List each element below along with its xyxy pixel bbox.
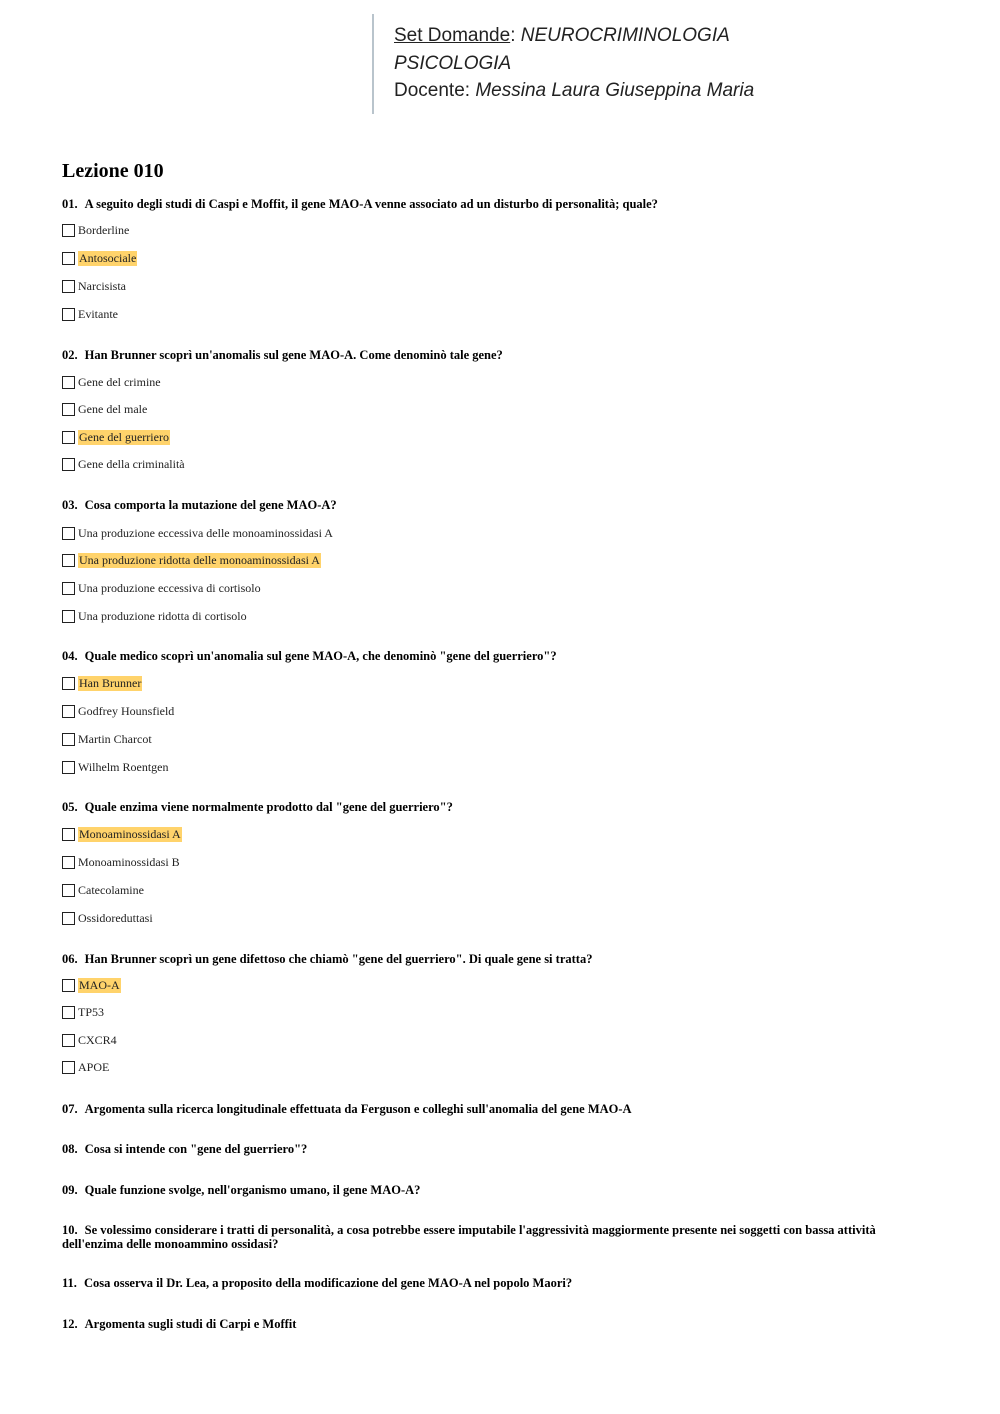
- question-number: 10.: [62, 1223, 78, 1237]
- question-number: 04.: [62, 649, 78, 663]
- checkbox[interactable]: [62, 431, 75, 444]
- checkbox[interactable]: [62, 1006, 75, 1019]
- question-number: 07.: [62, 1102, 78, 1116]
- option-label-highlighted: MAO-A: [79, 977, 120, 992]
- option-row[interactable]: [62, 1059, 109, 1075]
- option-row[interactable]: [62, 456, 185, 472]
- option-row[interactable]: [62, 374, 161, 390]
- checkbox[interactable]: [62, 610, 75, 623]
- option-label: Godfrey Hounsfield: [78, 703, 175, 718]
- checkbox[interactable]: [62, 308, 75, 321]
- option-label: APOE: [78, 1059, 110, 1074]
- option-label: Gene del crimine: [78, 374, 161, 389]
- question-text: Cosa comporta la mutazione del gene MAO-A?: [84, 498, 337, 512]
- question-text: Quale medico scoprì un'anomalia sul gene MAO-A, che denominò "gene del guerriero"?: [84, 649, 557, 663]
- question-text: Han Brunner scoprì un gene difettoso che chiamò "gene del guerriero". Di quale gene si tratta?: [84, 952, 593, 966]
- question-number: 11.: [62, 1276, 77, 1290]
- option-label: TP53: [78, 1004, 105, 1019]
- option-row[interactable]: [62, 977, 121, 993]
- question-text: Cosa si intende con "gene del guerriero"?: [84, 1142, 308, 1156]
- question-number: 08.: [62, 1142, 78, 1156]
- option-row[interactable]: [62, 1032, 117, 1048]
- option-row[interactable]: [62, 525, 333, 541]
- open-question: [62, 1276, 942, 1290]
- question-number: 02.: [62, 348, 78, 362]
- option-row[interactable]: [62, 250, 137, 266]
- lesson-title: Lezione 010: [62, 160, 164, 182]
- question-text: Quale funzione svolge, nell'organismo umano, il gene MAO-A?: [84, 1183, 421, 1197]
- checkbox[interactable]: [62, 761, 75, 774]
- checkbox[interactable]: [62, 677, 75, 690]
- option-label: Una produzione ridotta di cortisolo: [78, 608, 247, 623]
- option-row[interactable]: [62, 222, 129, 238]
- teacher-label: Docente:: [394, 80, 471, 101]
- option-row[interactable]: [62, 1004, 104, 1020]
- question-number: 05.: [62, 800, 78, 814]
- question-text: Quale enzima viene normalmente prodotto dal "gene del guerriero"?: [84, 800, 453, 814]
- option-label-highlighted: Antosociale: [79, 250, 137, 265]
- option-label-highlighted: Una produzione ridotta delle monoaminossidasi A: [79, 552, 320, 567]
- question-number: 12.: [62, 1317, 78, 1331]
- option-row[interactable]: [62, 854, 180, 870]
- open-question: [62, 1142, 942, 1156]
- checkbox[interactable]: [62, 1034, 75, 1047]
- question-title: [62, 197, 942, 211]
- option-row[interactable]: [62, 882, 144, 898]
- option-label: Monoaminossidasi B: [78, 854, 180, 869]
- checkbox[interactable]: [62, 979, 75, 992]
- subject-line-2-row: [394, 50, 952, 78]
- question-text: Han Brunner scoprì un'anomalis sul gene MAO-A. Come denominò tale gene?: [84, 348, 503, 362]
- checkbox[interactable]: [62, 403, 75, 416]
- question-number: 06.: [62, 952, 78, 966]
- question-text: Se volessimo considerare i tratti di personalità, a cosa potrebbe essere imputabile l'aggressività maggiormente presente nei soggetti con bassa attività dell'enzima delle monoammino ossidasi?: [62, 1223, 876, 1251]
- option-label-highlighted: Gene del guerriero: [79, 429, 169, 444]
- checkbox[interactable]: [62, 912, 75, 925]
- checkbox[interactable]: [62, 828, 75, 841]
- option-row[interactable]: [62, 703, 174, 719]
- checkbox[interactable]: [62, 376, 75, 389]
- question-title: [62, 649, 942, 663]
- question-title: [62, 348, 942, 362]
- set-label: Set Domande: [394, 25, 511, 46]
- question-title: [62, 800, 942, 814]
- checkbox[interactable]: [62, 705, 75, 718]
- option-row[interactable]: [62, 731, 152, 747]
- open-question: [62, 1102, 942, 1116]
- option-label: Gene della criminalità: [78, 456, 185, 471]
- checkbox[interactable]: [62, 856, 75, 869]
- checkbox[interactable]: [62, 733, 75, 746]
- question-text: Argomenta sugli studi di Carpi e Moffit: [84, 1317, 297, 1331]
- option-label-highlighted: Monoaminossidasi A: [79, 826, 181, 841]
- open-question: [62, 1223, 898, 1251]
- checkbox[interactable]: [62, 280, 75, 293]
- option-row[interactable]: [62, 278, 126, 294]
- option-row[interactable]: [62, 826, 182, 842]
- checkbox[interactable]: [62, 252, 75, 265]
- question-title: [62, 498, 942, 512]
- question-title: [62, 952, 942, 966]
- option-row[interactable]: [62, 675, 142, 691]
- checkbox[interactable]: [62, 884, 75, 897]
- option-row[interactable]: [62, 580, 261, 596]
- teacher-line: [394, 77, 952, 105]
- option-label: Una produzione eccessiva di cortisolo: [78, 580, 261, 595]
- checkbox[interactable]: [62, 224, 75, 237]
- open-question: [62, 1317, 942, 1331]
- option-label: Ossidoreduttasi: [78, 910, 153, 925]
- set-line: [394, 22, 952, 50]
- option-label: Wilhelm Roentgen: [78, 759, 169, 774]
- question-number: 01.: [62, 197, 78, 211]
- question-number: 09.: [62, 1183, 78, 1197]
- checkbox[interactable]: [62, 582, 75, 595]
- set-colon: :: [510, 25, 516, 46]
- option-label: CXCR4: [78, 1032, 117, 1047]
- open-question: [62, 1183, 942, 1197]
- option-label: Evitante: [78, 306, 118, 321]
- question-text: Cosa osserva il Dr. Lea, a proposito della modificazione del gene MAO-A nel popolo Maori?: [83, 1276, 573, 1290]
- subject-line-1: NEUROCRIMINOLOGIA: [520, 25, 730, 46]
- option-label: Catecolamine: [78, 882, 144, 897]
- teacher-name: Messina Laura Giuseppina Maria: [475, 80, 755, 101]
- subject-line-2: PSICOLOGIA: [394, 52, 512, 74]
- option-row[interactable]: [62, 429, 170, 445]
- option-row[interactable]: [62, 401, 147, 417]
- document-header: [372, 14, 952, 114]
- option-label: Borderline: [78, 222, 130, 237]
- option-row[interactable]: [62, 608, 247, 624]
- option-row[interactable]: [62, 552, 321, 568]
- option-label: Narcisista: [78, 278, 126, 293]
- option-label: Gene del male: [78, 401, 148, 416]
- checkbox[interactable]: [62, 1061, 75, 1074]
- option-row[interactable]: [62, 910, 153, 926]
- question-text: Argomenta sulla ricerca longitudinale effettuata da Ferguson e colleghi sull'anomalia del gene MAO-A: [84, 1102, 632, 1116]
- option-label: Una produzione eccessiva delle monoaminossidasi A: [78, 525, 333, 540]
- option-row[interactable]: [62, 306, 118, 322]
- option-label: Martin Charcot: [78, 731, 152, 746]
- question-number: 03.: [62, 498, 78, 512]
- option-row[interactable]: [62, 759, 169, 775]
- checkbox[interactable]: [62, 458, 75, 471]
- option-label-highlighted: Han Brunner: [79, 675, 142, 690]
- checkbox[interactable]: [62, 554, 75, 567]
- question-text: A seguito degli studi di Caspi e Moffit, il gene MAO-A venne associato ad un disturbo di personalità; quale?: [84, 197, 658, 211]
- checkbox[interactable]: [62, 527, 75, 540]
